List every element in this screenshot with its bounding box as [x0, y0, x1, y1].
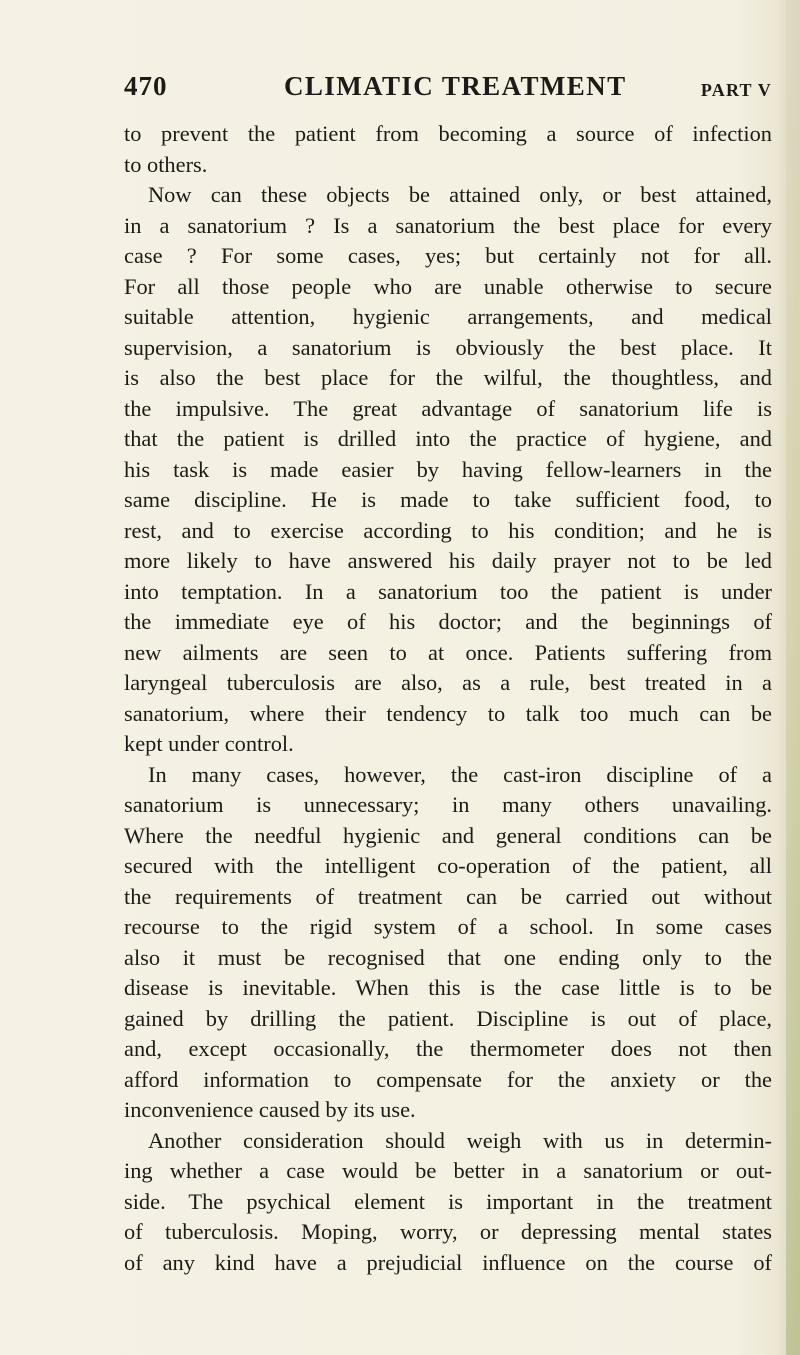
text-line: into temptation. In a sanatorium too the patient is under: [124, 578, 772, 604]
text-line: recourse to the rigid system of a school. In some cases: [124, 914, 772, 939]
text-line: case ? For some cases, yes; but certainly not for all.: [124, 243, 772, 268]
text-line: suitable attention, hygienic arrangements, and medical: [124, 304, 772, 329]
text-line: new ailments are seen to at once. Patients suffering from: [124, 639, 772, 665]
text-line: more likely to have answered his daily prayer not to be led: [124, 548, 772, 573]
body-text: [124, 119, 772, 1278]
text-line: sanatorium is unnecessary; in many others unavailing.: [124, 792, 772, 817]
part-label: PART V: [700, 80, 772, 100]
text-line: the immediate eye of his doctor; and the beginnings of: [124, 609, 772, 634]
text-line: also it must be recognised that one ending only to the: [124, 944, 772, 970]
text-line: laryngeal tuberculosis are also, as a rule, best treated in a: [124, 670, 772, 695]
text-line: sanatorium, where their tendency to talk too much can be: [124, 700, 772, 726]
text-line: kept under control.: [124, 731, 294, 756]
text-line: afford information to compensate for the anxiety or the: [124, 1066, 772, 1092]
text-line: to others.: [124, 151, 208, 177]
running-header: [124, 68, 772, 104]
text-line: disease is inevitable. When this is the case little is to be: [124, 975, 772, 1000]
text-line: is also the best place for the wilful, the thoughtless, and: [124, 365, 772, 390]
text-line: ing whether a case would be better in a sanatorium or out-: [124, 1158, 772, 1183]
text-line: For all those people who are unable otherwise to secure: [124, 273, 772, 299]
text-line: his task is made easier by having fellow-learners in the: [124, 456, 772, 482]
text-line: same discipline. He is made to take sufficient food, to: [124, 487, 772, 512]
text-line: In many cases, however, the cast-iron discipline of a: [148, 761, 772, 787]
text-line: Another consideration should weigh with us in determin-: [148, 1127, 772, 1153]
text-line: to prevent the patient from becoming a source of infection: [124, 121, 772, 146]
text-line: the requirements of treatment can be carried out without: [124, 883, 772, 909]
page-number: 470: [124, 71, 168, 101]
text-line: gained by drilling the patient. Discipline is out of place,: [124, 1005, 772, 1031]
running-title: CLIMATIC TREATMENT: [284, 71, 627, 101]
text-line: inconvenience caused by its use.: [124, 1097, 416, 1122]
text-line: in a sanatorium ? Is a sanatorium the best place for every: [124, 212, 772, 238]
text-line: and, except occasionally, the thermometer does not then: [124, 1036, 772, 1061]
text-line: secured with the intelligent co-operation of the patient, all: [124, 853, 772, 878]
text-line: Where the needful hygienic and general conditions can be: [124, 822, 772, 848]
text-line: Now can these objects be attained only, or best attained,: [148, 182, 772, 207]
text-line: supervision, a sanatorium is obviously the best place. It: [124, 334, 772, 360]
text-line: that the patient is drilled into the practice of hygiene, and: [124, 426, 772, 451]
text-line: side. The psychical element is important in the treatment: [124, 1188, 772, 1214]
page-edge-shading: [786, 0, 800, 1355]
text-line: the impulsive. The great advantage of sanatorium life is: [124, 395, 772, 421]
text-line: of any kind have a prejudicial influence on the course of: [124, 1249, 772, 1275]
text-line: rest, and to exercise according to his condition; and he is: [124, 517, 772, 543]
text-line: of tuberculosis. Moping, worry, or depressing mental states: [124, 1219, 772, 1244]
